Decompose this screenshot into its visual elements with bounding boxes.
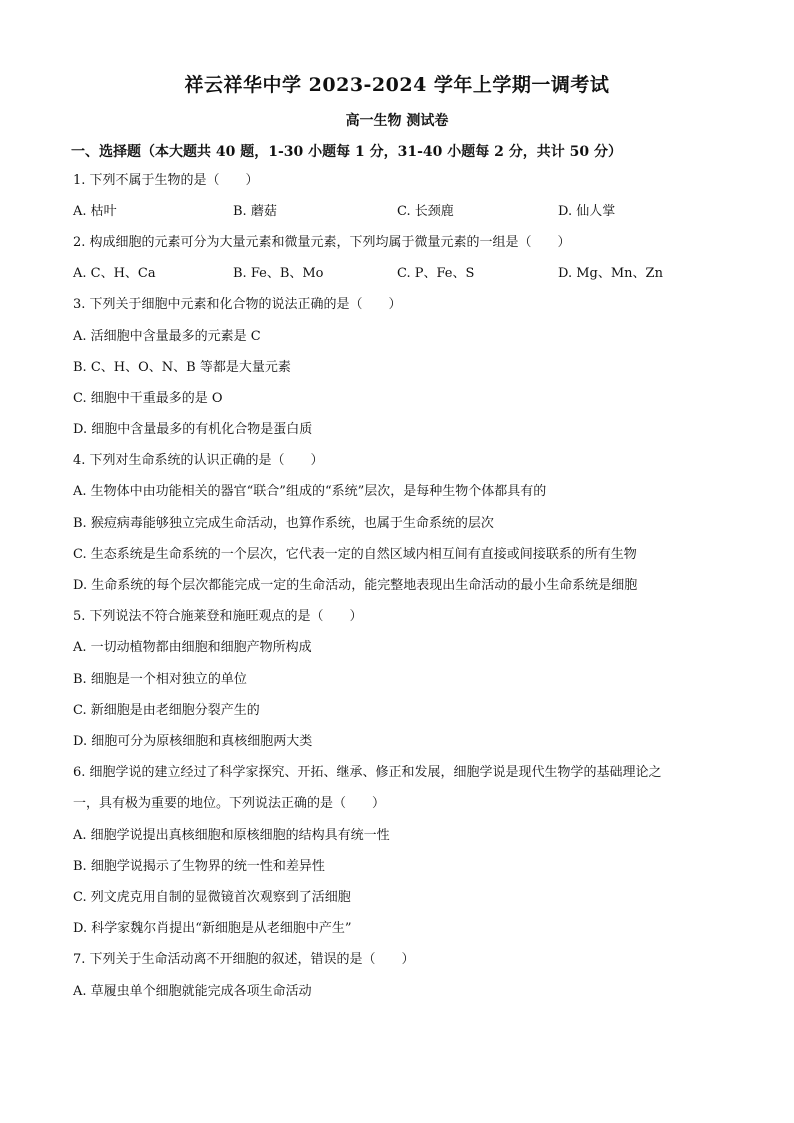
question-3-stem: 3. 下列关于细胞中元素和化合物的说法正确的是（ ） xyxy=(73,297,402,312)
question-7-option-a: A. 草履虫单个细胞就能完成各项生命活动 xyxy=(73,984,312,999)
question-1-stem: 1. 下列不属于生物的是（ ） xyxy=(73,173,259,188)
exam-title: 祥云祥华中学 2023-2024 学年上学期一调考试 xyxy=(184,74,610,96)
question-5-option-d: D. 细胞可分为原核细胞和真核细胞两大类 xyxy=(73,734,313,749)
question-5-stem: 5. 下列说法不符合施莱登和施旺观点的是（ ） xyxy=(73,609,363,624)
question-6-option-b: B. 细胞学说揭示了生物界的统一性和差异性 xyxy=(73,859,325,874)
question-2-stem: 2. 构成细胞的元素可分为大量元素和微量元素，下列均属于微量元素的一组是（ ） xyxy=(73,235,571,250)
question-7-stem: 7. 下列关于生命活动离不开细胞的叙述，错误的是（ ） xyxy=(73,952,415,967)
question-3-option-b: B. C、H、O、N、B 等都是大量元素 xyxy=(73,360,291,375)
question-1-option-b: B. 蘑菇 xyxy=(233,204,277,219)
exam-subtitle: 高一生物 测试卷 xyxy=(345,113,449,129)
question-2-option-a: A. C、H、Ca xyxy=(73,266,156,281)
question-1-option-a: A. 枯叶 xyxy=(73,204,117,219)
question-5-option-a: A. 一切动植物都由细胞和细胞产物所构成 xyxy=(73,640,312,655)
question-2-option-b: B. Fe、B、Mo xyxy=(233,266,324,281)
question-4-option-d: D. 生命系统的每个层次都能完成一定的生命活动，能完整地表现出生命活动的最小生命系统是细胞 xyxy=(73,578,638,593)
question-2-option-d: D. Mg、Mn、Zn xyxy=(558,266,663,281)
question-5-option-b: B. 细胞是一个相对独立的单位 xyxy=(73,672,247,687)
section-heading: 一、选择题（本大题共 40 题，1-30 小题每 1 分，31-40 小题每 2 分，共计 50 分） xyxy=(71,144,622,160)
question-6-stem-line-1: 6. 细胞学说的建立经过了科学家探究、开拓、继承、修正和发展，细胞学说是现代生物学的基础理论之 xyxy=(73,765,662,780)
question-3-option-c: C. 细胞中干重最多的是 O xyxy=(73,391,223,406)
question-3-option-a: A. 活细胞中含量最多的元素是 C xyxy=(73,329,261,344)
question-3-option-d: D. 细胞中含量最多的有机化合物是蛋白质 xyxy=(73,422,313,437)
question-1-option-d: D. 仙人掌 xyxy=(558,204,616,219)
question-6-option-c: C. 列文虎克用自制的显微镜首次观察到了活细胞 xyxy=(73,890,351,905)
question-4-option-b: B. 猴痘病毒能够独立完成生命活动，也算作系统，也属于生命系统的层次 xyxy=(73,516,494,531)
question-6-option-d: D. 科学家魏尔肖提出“新细胞是从老细胞中产生” xyxy=(73,921,352,936)
question-5-option-c: C. 新细胞是由老细胞分裂产生的 xyxy=(73,703,260,718)
question-4-stem: 4. 下列对生命系统的认识正确的是（ ） xyxy=(73,453,324,468)
question-2-option-c: C. P、Fe、S xyxy=(397,266,475,281)
question-1-option-c: C. 长颈鹿 xyxy=(397,204,454,219)
question-4-option-c: C. 生态系统是生命系统的一个层次，它代表一定的自然区域内相互间有直接或间接联系的所有生物 xyxy=(73,547,637,562)
question-6-stem-line-2: 一，具有极为重要的地位。下列说法正确的是（ ） xyxy=(73,796,386,811)
question-6-option-a: A. 细胞学说提出真核细胞和原核细胞的结构具有统一性 xyxy=(73,828,390,843)
question-4-option-a: A. 生物体中由功能相关的器官“联合”组成的“系统”层次，是每种生物个体都具有的 xyxy=(73,484,547,499)
